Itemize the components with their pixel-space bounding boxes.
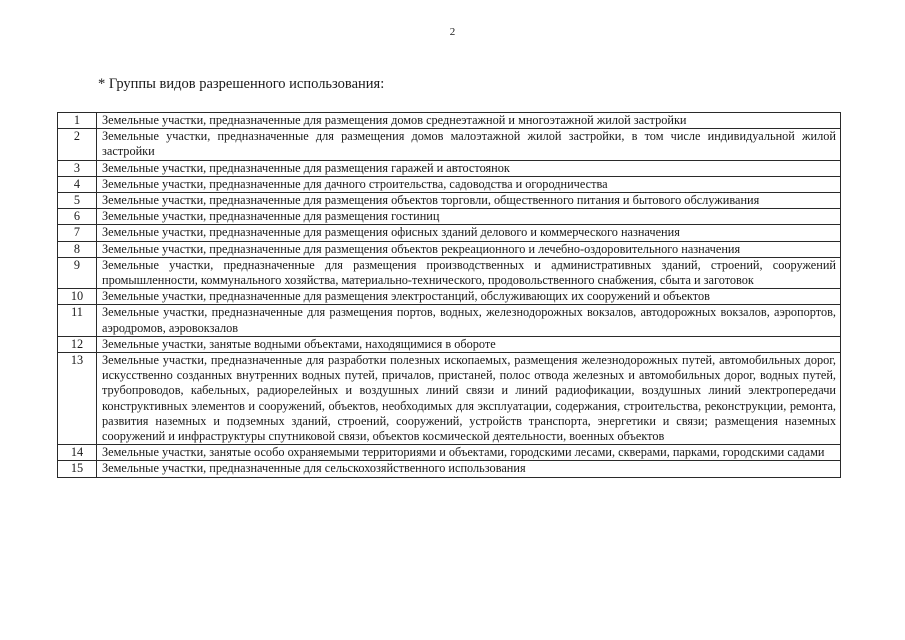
group-number: 13 bbox=[58, 353, 97, 445]
group-number: 4 bbox=[58, 176, 97, 192]
group-description: Земельные участки, предназначенные для сельскохозяйственного использования bbox=[97, 461, 841, 477]
table-row bbox=[58, 257, 841, 288]
table-row bbox=[58, 289, 841, 305]
table-row bbox=[58, 193, 841, 209]
group-description: Земельные участки, предназначенные для дачного строительства, садоводства и огородничества bbox=[97, 176, 841, 192]
section-heading: * Группы видов разрешенного использования: bbox=[98, 76, 385, 92]
group-number: 10 bbox=[58, 289, 97, 305]
table-row bbox=[58, 129, 841, 160]
table-row bbox=[58, 209, 841, 225]
group-number: 11 bbox=[58, 305, 97, 336]
group-number: 7 bbox=[58, 225, 97, 241]
group-description: Земельные участки, предназначенные для размещения электростанций, обслуживающих их сооружений и объектов bbox=[97, 289, 841, 305]
group-number: 12 bbox=[58, 336, 97, 352]
table-row bbox=[58, 336, 841, 352]
group-description: Земельные участки, предназначенные для размещения офисных зданий делового и коммерческого назначения bbox=[97, 225, 841, 241]
group-number: 14 bbox=[58, 445, 97, 461]
table-row bbox=[58, 225, 841, 241]
land-use-groups-table bbox=[57, 112, 841, 478]
group-description: Земельные участки, предназначенные для размещения объектов торговли, общественного питания и бытового обслуживания bbox=[97, 193, 841, 209]
table-row bbox=[58, 461, 841, 477]
table-row bbox=[58, 160, 841, 176]
page-number: 2 bbox=[449, 26, 456, 38]
table-row bbox=[58, 305, 841, 336]
group-number: 2 bbox=[58, 129, 97, 160]
group-description: Земельные участки, предназначенные для размещения домов малоэтажной жилой застройки, в том числе индивидуальной жилой застройки bbox=[97, 129, 841, 160]
table-row bbox=[58, 113, 841, 129]
group-description: Земельные участки, предназначенные для разработки полезных ископаемых, размещения железнодорожных путей, автомобильных дорог, искусственно созданных внутренних водных путей, причалов, пристаней, полос отвода железных и автомобильных дорог, водных путей, трубопроводов, кабельных, радиорелейных и воздушных линий связи и линий радиофикации, воздушных линий электропередачи конструктивных элементов и сооружений, объектов, необходимых для эксплуатации, содержания, строительства, реконструкции, ремонта, развития наземных и подземных зданий, строений, сооружений, устройств транспорта, энергетики и связи; размещения наземных сооружений и инфраструктуры спутниковой связи, объектов космической деятельности, военных объектов bbox=[97, 353, 841, 445]
group-description: Земельные участки, предназначенные для размещения объектов рекреационного и лечебно-оздоровительного назначения bbox=[97, 241, 841, 257]
table-row bbox=[58, 353, 841, 445]
group-number: 3 bbox=[58, 160, 97, 176]
group-description: Земельные участки, предназначенные для размещения производственных и административных зданий, строений, сооружений промышленности, коммунального хозяйства, материально-технического, продовольственного снабжения, сбыта и заготовок bbox=[97, 257, 841, 288]
group-description: Земельные участки, предназначенные для размещения гостиниц bbox=[97, 209, 841, 225]
group-description: Земельные участки, занятые особо охраняемыми территориями и объектами, городскими лесами, скверами, парками, городскими садами bbox=[97, 445, 841, 461]
group-description: Земельные участки, занятые водными объектами, находящимися в обороте bbox=[97, 336, 841, 352]
table-row bbox=[58, 445, 841, 461]
group-number: 5 bbox=[58, 193, 97, 209]
table-row bbox=[58, 241, 841, 257]
group-description: Земельные участки, предназначенные для размещения домов среднеэтажной и многоэтажной жилой застройки bbox=[97, 113, 841, 129]
group-number: 8 bbox=[58, 241, 97, 257]
group-description: Земельные участки, предназначенные для размещения портов, водных, железнодорожных вокзалов, автодорожных вокзалов, аэропортов, аэродромов, аэровокзалов bbox=[97, 305, 841, 336]
group-description: Земельные участки, предназначенные для размещения гаражей и автостоянок bbox=[97, 160, 841, 176]
table-row bbox=[58, 176, 841, 192]
group-number: 9 bbox=[58, 257, 97, 288]
group-number: 15 bbox=[58, 461, 97, 477]
group-number: 1 bbox=[58, 113, 97, 129]
group-number: 6 bbox=[58, 209, 97, 225]
